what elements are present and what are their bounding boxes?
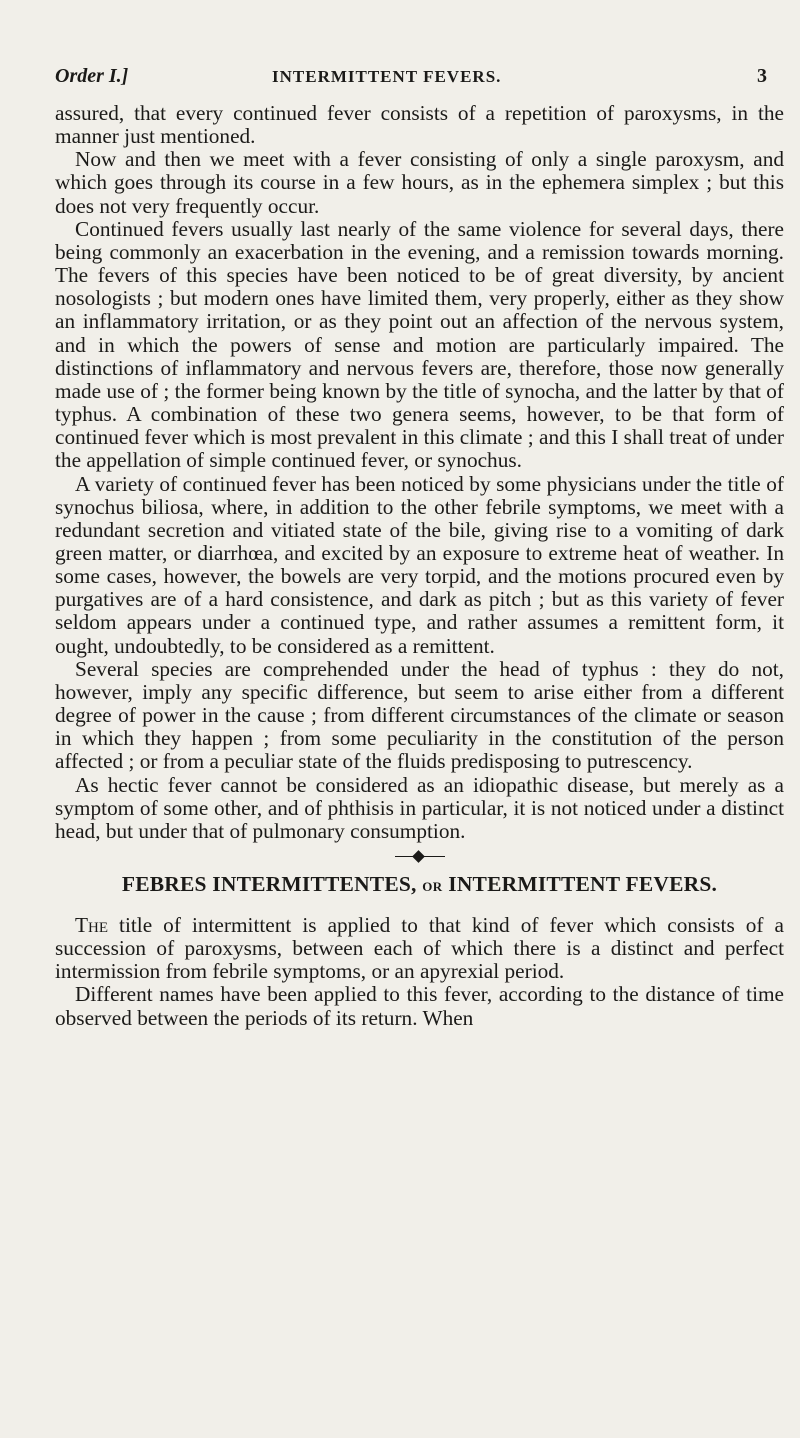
- section-heading-english: INTERMITTENT FEVERS.: [448, 872, 718, 896]
- section-divider-ornament: [395, 845, 445, 867]
- paragraph-hectic-fever: As hectic fever cannot be considered as an idiopathic disease, but merely as a symptom of some other, and of phthisis in particular, it is not noticed under a distinct head, but under that of pulmonary consumption.: [55, 772, 784, 843]
- divider-diamond: [412, 850, 425, 863]
- paragraph-intermittent-definition-text: title of intermittent is applied to that kind of fever which consists of a succession of paroxysms, between each of which there is a distinct and perfect intermission from febrile symptoms, or an apyrexial period.: [55, 913, 784, 984]
- paragraph-synochus-biliosa: A variety of continued fever has been noticed by some physicians under the title of synochus biliosa, where, in addition to the other febrile symptoms, we meet with a redundant secretion and vitiated state of the bile, giving rise to a vomiting of dark green matter, or diarrhœa, and excited by an exposure to extreme heat of weather. In some cases, however, the bowels are very torpid, and the motions procured even by purgatives are of a hard consistence, and dark as pitch ; but as this variety of fever seldom appears under a continued type, and rather assumes a remittent form, it ought, undoubtedly, to be considered as a remittent.: [55, 471, 784, 658]
- running-head-order: Order I.]: [55, 65, 129, 87]
- running-head: [55, 62, 767, 90]
- running-head-title: INTERMITTENT FEVERS.: [272, 67, 502, 86]
- section-heading-or: OR: [422, 879, 443, 894]
- paragraph-intermittent-definition: [55, 914, 784, 983]
- paragraph-ephemera: Now and then we meet with a fever consisting of only a single paroxysm, and which goes through its course in a few hours, as in the ephemera simplex ; but this does not very frequently occur.: [55, 147, 784, 218]
- paragraph-intermittent-names: Different names have been applied to this fever, according to the distance of time observed between the periods of its return. When: [55, 982, 784, 1030]
- body-text: [55, 102, 784, 1030]
- drop-word: The: [75, 913, 109, 937]
- paragraph-continued: assured, that every continued fever consists of a repetition of paroxysms, in the manner just mentioned.: [55, 101, 784, 149]
- paragraph-typhus: Several species are comprehended under the head of typhus : they do not, however, imply any specific difference, but seem to arise either from a different degree of power in the cause ; from different circumstances of the climate or season in which they happen ; from some peculiarity in the constitution of the person affected ; or from a peculiar state of the fluids predisposing to putrescency.: [55, 656, 784, 774]
- section-heading: [55, 871, 784, 900]
- paragraph-continued-fevers: Continued fevers usually last nearly of the same violence for several days, there being commonly an exacerbation in the evening, and a remission towards morning. The fevers of this species have been noticed to be of great diversity, by ancient nosologists ; but modern ones have limited them, very properly, either as they show an inflammatory irritation, or as they point out an affection of the nervous system, and in which the powers of sense and motion are particularly impaired. The distinctions of inflammatory and nervous fevers are, therefore, those now generally made use of ; the former being known by the title of synocha, and the latter by that of typhus. A combination of these two genera seems, however, to be that form of continued fever which is most prevalent in this climate ; and this I shall treat of under the appellation of simple continued fever, or synochus.: [55, 216, 784, 473]
- page-number: 3: [757, 65, 767, 87]
- section-heading-latin: FEBRES INTERMITTENTES,: [121, 872, 417, 896]
